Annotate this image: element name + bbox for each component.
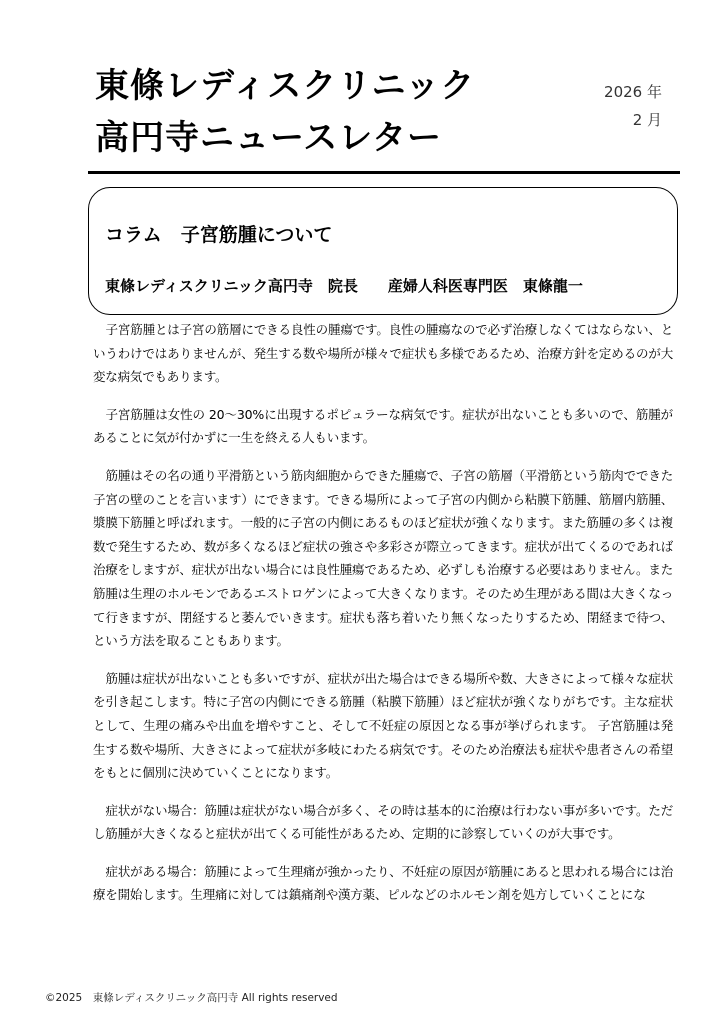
article-body	[93, 318, 673, 921]
column-title: コラム 子宮筋腫について	[105, 224, 333, 246]
paragraph: 子宮筋腫は女性の 20～30%に出現するポピュラーな病気です。症状が出ないことも多いので、筋腫があることに気が付かずに一生を終える人もいます。	[93, 406, 673, 446]
newsletter-title	[95, 60, 475, 164]
issue-date	[604, 78, 662, 134]
header-divider	[88, 171, 680, 174]
issue-year: 2026 年	[604, 83, 662, 101]
copyright-footer: ©2025 東條レディスクリニック高円寺 All rights reserved	[45, 992, 338, 1004]
paragraph: 子宮筋腫とは子宮の筋層にできる良性の腫瘍です。良性の腫瘍なので必ず治療しなくてはならない、というわけではありませんが、発生する数や場所が様々で症状も多様であるため、治療方針を定めるのが大変な病気でもあります。	[93, 322, 673, 385]
paragraph: 症状がある場合：筋腫によって生理痛が強かったり、不妊症の原因が筋腫にあると思われる場合には治療を開始します。生理痛に対しては鎮痛剤や漢方薬、ピルなどのホルモン剤を処方していくことにな	[93, 863, 673, 903]
issue-month: 2 月	[632, 111, 662, 129]
paragraph: 筋腫はその名の通り平滑筋という筋肉細胞からできた腫瘍で、子宮の筋層（平滑筋という筋肉でできた子宮の壁のことを言います）にできます。できる場所によって子宮の内側から粘膜下筋腫、筋層内筋腫、漿膜下筋腫と呼ばれます。一般的に子宮の内側にあるものほど症状が強くなります。また筋腫の多くは複数で発生するため、数が多くなるほど症状の強さや多彩さが際立ってきます。症状が出てくるのであれば治療をしますが、症状が出ない場合には良性腫瘍であるため、必ずしも治療する必要はありません。また筋腫は生理のホルモンであるエストロゲンによって大きくなります。そのため生理がある間は大きくなって行きますが、閉経すると萎んでいきます。症状も落ち着いたり無くなったりするため、閉経まで待つ、という方法を取ることもあります。	[93, 467, 673, 649]
column-header-box	[88, 187, 678, 315]
paragraph: 症状がない場合：筋腫は症状がない場合が多く、その時は基本的に治療は行わない事が多いです。ただし筋腫が大きくなると症状が出てくる可能性があるため、定期的に診察していくのが大事です。	[93, 802, 673, 842]
paragraph: 筋腫は症状が出ないことも多いですが、症状が出た場合はできる場所や数、大きさによって様々な症状を引き起こします。特に子宮の内側にできる筋腫（粘膜下筋腫）ほど症状が強くなりがちです。主な症状として、生理の痛みや出血を増やすこと、そして不妊症の原因となる事が挙げられます。 子宮筋腫は発生する数や場所、大きさによって症状が多岐にわたる病気です。そのため治療法も症状や患者さんの希望をもとに個別に決めていくことになります。	[93, 670, 673, 781]
column-byline: 東條レディスクリニック高円寺 院長 産婦人科医専門医 東條龍一	[105, 277, 583, 295]
title-line-1: 東條レディスクリニック	[95, 66, 476, 106]
title-line-2: 高円寺ニュースレター	[95, 118, 442, 158]
